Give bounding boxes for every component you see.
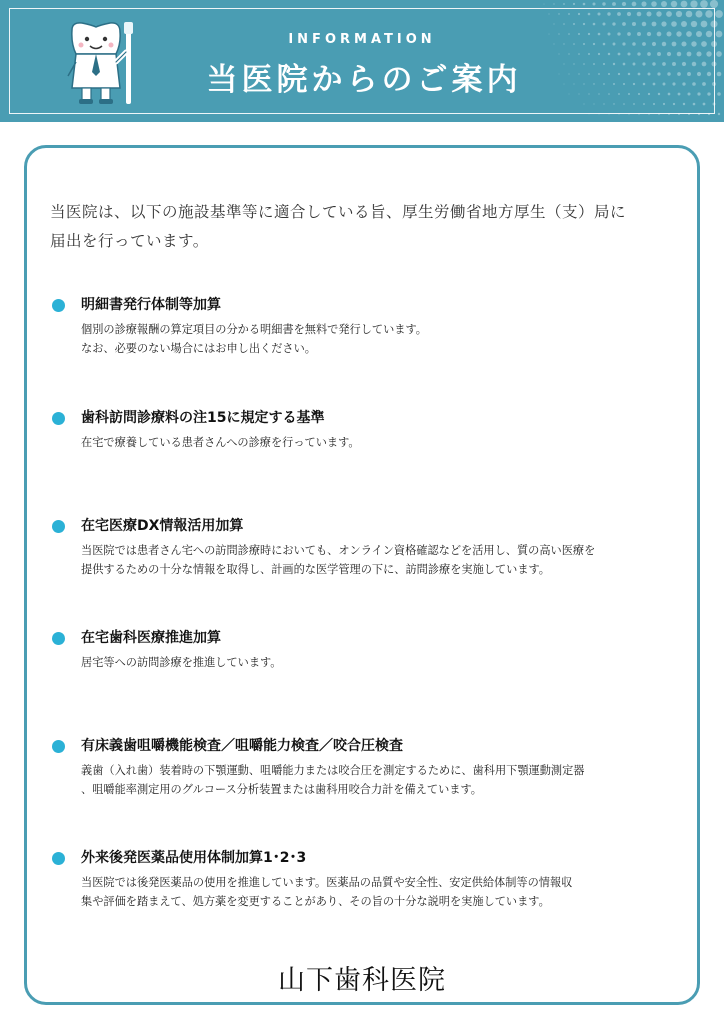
halftone-dot: [715, 10, 723, 18]
halftone-dot: [681, 21, 687, 27]
halftone-dot: [713, 103, 716, 106]
halftone-dot: [700, 0, 708, 8]
halftone-dot: [608, 113, 609, 114]
halftone-dot: [673, 103, 675, 105]
halftone-dot: [701, 21, 708, 28]
notice-description: [81, 320, 681, 358]
halftone-dot: [588, 13, 591, 16]
bullet-dot-icon: [52, 412, 65, 425]
notice-title: 有床義歯咀嚼機能検査／咀嚼能力検査／咬合圧検査: [81, 738, 403, 754]
halftone-dot: [568, 13, 570, 15]
notice-description: [81, 761, 681, 799]
halftone-dot: [563, 23, 565, 25]
halftone-dot: [613, 103, 614, 104]
notice-line: 提供するための十分な情報を取得し、計画的な医学管理の下に、訪問診療を実施しています。: [81, 563, 550, 576]
halftone-dot: [671, 21, 677, 27]
halftone-dot: [703, 103, 706, 106]
halftone-dot: [549, 14, 550, 15]
halftone-dot: [593, 103, 594, 104]
halftone-dot: [708, 113, 710, 115]
halftone-dot: [698, 113, 700, 115]
halftone-dot: [666, 11, 672, 17]
page-title: 当医院からのご案内: [206, 62, 522, 98]
notice-description: [81, 873, 681, 911]
halftone-dot: [597, 12, 600, 15]
halftone-dot: [573, 23, 575, 25]
halftone-dot: [623, 103, 625, 105]
intro-text: [50, 198, 690, 256]
halftone-dot: [632, 22, 636, 26]
halftone-dot: [593, 3, 596, 6]
notice-line: 居宅等への訪問診療を推進しています。: [81, 656, 282, 669]
halftone-dot: [622, 22, 626, 26]
halftone-dot: [678, 113, 680, 115]
notice-title: 歯科訪問診療料の注15に規定する基準: [81, 410, 325, 426]
halftone-dot: [656, 11, 661, 16]
halftone-dot: [658, 113, 660, 115]
notice-title: 在宅医療DX情報活用加算: [81, 518, 244, 534]
halftone-dot: [563, 3, 565, 5]
halftone-dot: [602, 2, 605, 5]
notice-description: [81, 433, 681, 452]
halftone-dot: [646, 11, 651, 16]
halftone-dot: [618, 113, 619, 114]
halftone-dot: [612, 2, 616, 6]
halftone-dot: [653, 103, 655, 105]
header-banner: [0, 0, 724, 122]
halftone-dot: [652, 22, 657, 27]
notice-description: [81, 653, 681, 672]
halftone-dot: [663, 103, 665, 105]
halftone-dot: [558, 13, 559, 14]
halftone-dot: [651, 1, 657, 7]
halftone-dot: [693, 103, 696, 106]
halftone-dot: [622, 2, 626, 6]
halftone-dot: [690, 0, 697, 7]
notice-description: [81, 541, 681, 579]
notice-line: 当医院では後発医薬品の使用を推進しています。医薬品の品質や安全性、安定供給体制等の情報収: [81, 876, 573, 889]
halftone-dot: [638, 113, 639, 114]
halftone-dot: [686, 11, 693, 18]
halftone-dot: [676, 11, 682, 17]
halftone-dot: [603, 23, 606, 26]
halftone-dot: [544, 4, 545, 5]
bullet-dot-icon: [52, 632, 65, 645]
halftone-dot: [603, 103, 604, 104]
halftone-dot: [691, 21, 697, 27]
halftone-dot: [695, 10, 702, 17]
halftone-dot: [710, 20, 717, 27]
halftone-dot: [584, 104, 585, 105]
intro-line-1: 当医院は、以下の施設基準等に適合している旨、厚生労働省地方厚生（支）局に: [50, 203, 627, 221]
intro-line-2: 届出を行っています。: [50, 232, 209, 250]
banner-subtitle: INFORMATION: [288, 32, 436, 47]
halftone-dot: [681, 1, 688, 8]
notice-line: 、咀嚼能率測定用のグルコース分析装置または歯科用咬合力計を備えています。: [81, 783, 482, 796]
halftone-dot: [589, 114, 590, 115]
halftone-dot: [583, 3, 586, 6]
halftone-dot: [671, 1, 677, 7]
halftone-dot: [628, 113, 629, 114]
notice-line: 集や評価を踏まえて、処方薬を変更することがあり、その旨の十分な説明を実施しています。: [81, 895, 550, 908]
halftone-dot: [553, 3, 554, 4]
halftone-dot: [683, 103, 685, 105]
notice-line: 当医院では患者さん宅への訪問診療時においても、オンライン資格確認などを活用し、質の高い医療を: [81, 544, 596, 557]
halftone-dot: [718, 113, 720, 115]
halftone-dot: [593, 23, 596, 26]
halftone-dot: [688, 113, 690, 115]
halftone-dot: [705, 10, 712, 17]
notice-title: 外来後発医薬品使用体制加算1･2･3: [81, 850, 307, 866]
halftone-dot: [553, 23, 554, 24]
halftone-dot: [661, 21, 666, 26]
clinic-name: 山下歯科医院: [278, 965, 446, 996]
halftone-dot: [633, 103, 635, 105]
notice-line: なお、必要のない場合にはお申し出ください。: [81, 342, 316, 355]
halftone-dot: [637, 12, 642, 17]
bullet-dot-icon: [52, 520, 65, 533]
halftone-dot: [583, 23, 585, 25]
notice-title: 明細書発行体制等加算: [81, 297, 221, 313]
bullet-dot-icon: [52, 299, 65, 312]
halftone-dot: [578, 13, 580, 15]
halftone-dot: [573, 3, 575, 5]
bullet-dot-icon: [52, 852, 65, 865]
halftone-dot: [627, 12, 631, 16]
halftone-dot: [668, 113, 670, 115]
halftone-dot: [612, 22, 615, 25]
halftone-dot: [661, 1, 667, 7]
bullet-dot-icon: [52, 740, 65, 753]
notice-line: 義歯（入れ歯）装着時の下顎運動、咀嚼能力または咬合圧を測定するために、歯科用下顎運動測定器: [81, 764, 585, 777]
notice-title: 在宅歯科医療推進加算: [81, 630, 221, 646]
halftone-dot: [642, 22, 646, 26]
halftone-dot: [641, 1, 646, 6]
halftone-dot: [643, 103, 645, 105]
notice-line: 個別の診療報酬の算定項目の分かる明細書を無料で発行しています。: [81, 323, 427, 336]
halftone-dot: [632, 2, 637, 7]
halftone-dot: [710, 0, 718, 8]
halftone-dot: [599, 114, 600, 115]
halftone-dot: [617, 12, 621, 16]
halftone-dot: [607, 12, 610, 15]
halftone-dot: [648, 113, 650, 115]
notice-line: 在宅で療養している患者さんへの診療を行っています。: [81, 436, 360, 449]
